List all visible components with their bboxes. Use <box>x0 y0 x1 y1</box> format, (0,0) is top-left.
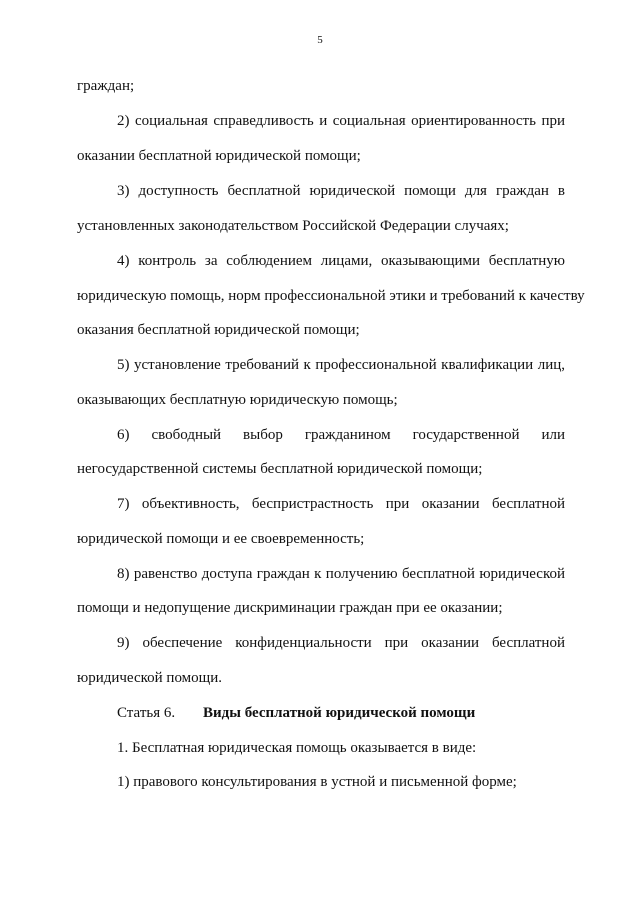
article-heading <box>117 703 475 723</box>
principle-9-line: 9) обеспечение конфиденциальности при оказании бесплатной <box>117 635 565 651</box>
principle-8-line: 8) равенство доступа граждан к получению бесплатной юридической <box>117 566 565 582</box>
text-line: оказания бесплатной юридической помощи; <box>77 322 360 338</box>
text-line: оказании бесплатной юридической помощи; <box>77 148 361 164</box>
article-title: Виды бесплатной юридической помощи <box>203 705 476 721</box>
principle-3-line: 3) доступность бесплатной юридической помощи для граждан в <box>117 183 565 199</box>
text-line: оказывающих бесплатную юридическую помощь; <box>77 392 398 408</box>
text-line: юридической помощи и ее своевременность; <box>77 531 365 547</box>
principle-2-line: 2) социальная справедливость и социальная ориентированность при <box>117 113 565 129</box>
principle-6-line: 6) свободный выбор гражданином государственной или <box>117 427 565 443</box>
principle-4-line: 4) контроль за соблюдением лицами, оказывающими бесплатную <box>117 253 565 269</box>
text-line: юридической помощи. <box>77 670 222 686</box>
principle-5-line: 5) установление требований к профессиональной квалификации лиц, <box>117 357 565 373</box>
text-line: установленных законодательством Российской Федерации случаях; <box>77 218 509 234</box>
text-line: негосударственной системы бесплатной юридической помощи; <box>77 461 483 477</box>
text-line: помощи и недопущение дискриминации граждан при ее оказании; <box>77 600 503 616</box>
page-number: 5 <box>317 34 323 46</box>
text-line: граждан; <box>77 78 135 94</box>
principle-7-line: 7) объективность, беспристрастность при оказании бесплатной <box>117 496 565 512</box>
clause-1-item-1-line: 1) правового консультирования в устной и письменной форме; <box>117 774 517 790</box>
clause-1-line: 1. Бесплатная юридическая помощь оказывается в виде: <box>117 740 477 756</box>
text-line: юридическую помощь, норм профессиональной этики и требований к качеству <box>77 288 585 304</box>
article-number: Статья 6. <box>117 705 176 721</box>
